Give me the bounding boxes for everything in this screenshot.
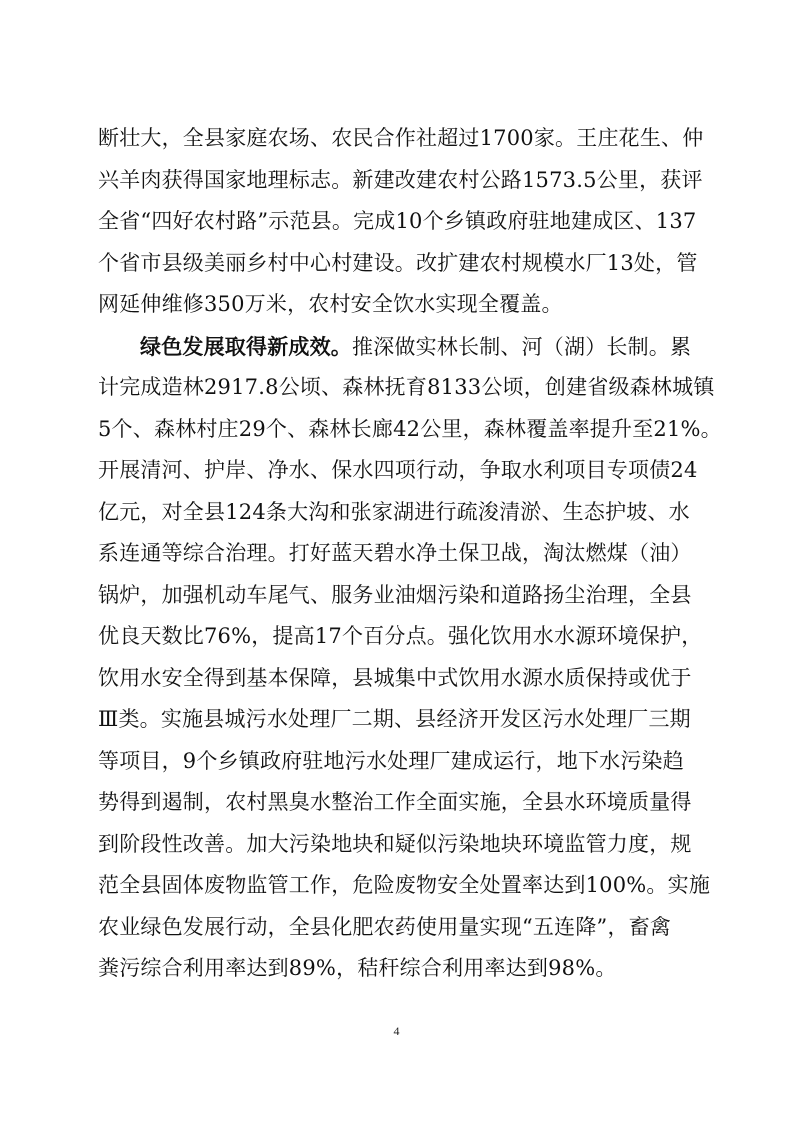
text-line: 亿元，对全县124条大沟和张家湖进行疏浚清淤、生态护坡、水 xyxy=(98,499,690,524)
text-line: 到阶段性改善。加大污染地块和疑似污染地块环境监管力度，规 xyxy=(98,831,692,856)
text-line: 系连通等综合治理。打好蓝天碧水净土保卫战，淘汰燃煤（油） xyxy=(98,541,692,565)
text-line: 农业绿色发展行动，全县化肥农药使用量实现“五连降”，畜禽 xyxy=(98,914,672,939)
body-text xyxy=(98,118,722,990)
text-line: 全省“四好农村路”示范县。完成10个乡镇政府驻地建成区、137 xyxy=(98,209,697,233)
text-line: 断壮大，全县家庭农场、农民合作社超过1700家。王庄花生、仲 xyxy=(98,126,704,150)
text-line: 粪污综合利用率达到89%，秸秆综合利用率达到98%。 xyxy=(98,956,617,980)
section-first-line xyxy=(98,326,694,368)
text-line: 等项目，9个乡镇政府驻地污水处理厂建成运行，地下水污染趋 xyxy=(98,748,684,773)
page-number: 4 xyxy=(393,1024,400,1038)
text-line: 计完成造林2917.8公顷、森林抚育8133公顷，创建省级森林城镇 xyxy=(98,375,715,399)
text-line: 饮用水安全得到基本保障，县城集中式饮用水源水质保持或优于 xyxy=(98,665,692,690)
text-line: 网延伸维修350万米，农村安全饮水实现全覆盖。 xyxy=(98,292,563,316)
text-line: 优良天数比76%，提高17个百分点。强化饮用水水源环境保护， xyxy=(98,624,703,648)
text-line: Ⅲ类。实施县城污水处理厂二期、县经济开发区污水处理厂三期 xyxy=(98,707,691,731)
text-line: 开展清河、护岸、净水、保水四项行动，争取水利项目专项债24 xyxy=(98,458,698,482)
section-first-line-text: 推深做实林长制、河（湖）长制。累 xyxy=(352,334,692,359)
text-line: 兴羊肉获得国家地理标志。新建改建农村公路1573.5公里，获评 xyxy=(98,167,703,192)
text-line: 范全县固体废物监管工作，危险废物安全处置率达到100%。实施 xyxy=(98,873,711,897)
text-line: 5个、森林村庄29个、森林长廊42公里，森林覆盖率提升至21%。 xyxy=(98,416,722,441)
text-line: 势得到遏制，农村黑臭水整治工作全面实施，全县水环境质量得 xyxy=(98,790,692,814)
text-line: 个省市县级美丽乡村中心村建设。改扩建农村规模水厂13处，管 xyxy=(98,250,698,275)
text-line: 锅炉，加强机动车尾气、服务业油烟污染和道路扬尘治理，全县 xyxy=(98,582,692,607)
section-heading: 绿色发展取得新成效。 xyxy=(140,333,352,359)
